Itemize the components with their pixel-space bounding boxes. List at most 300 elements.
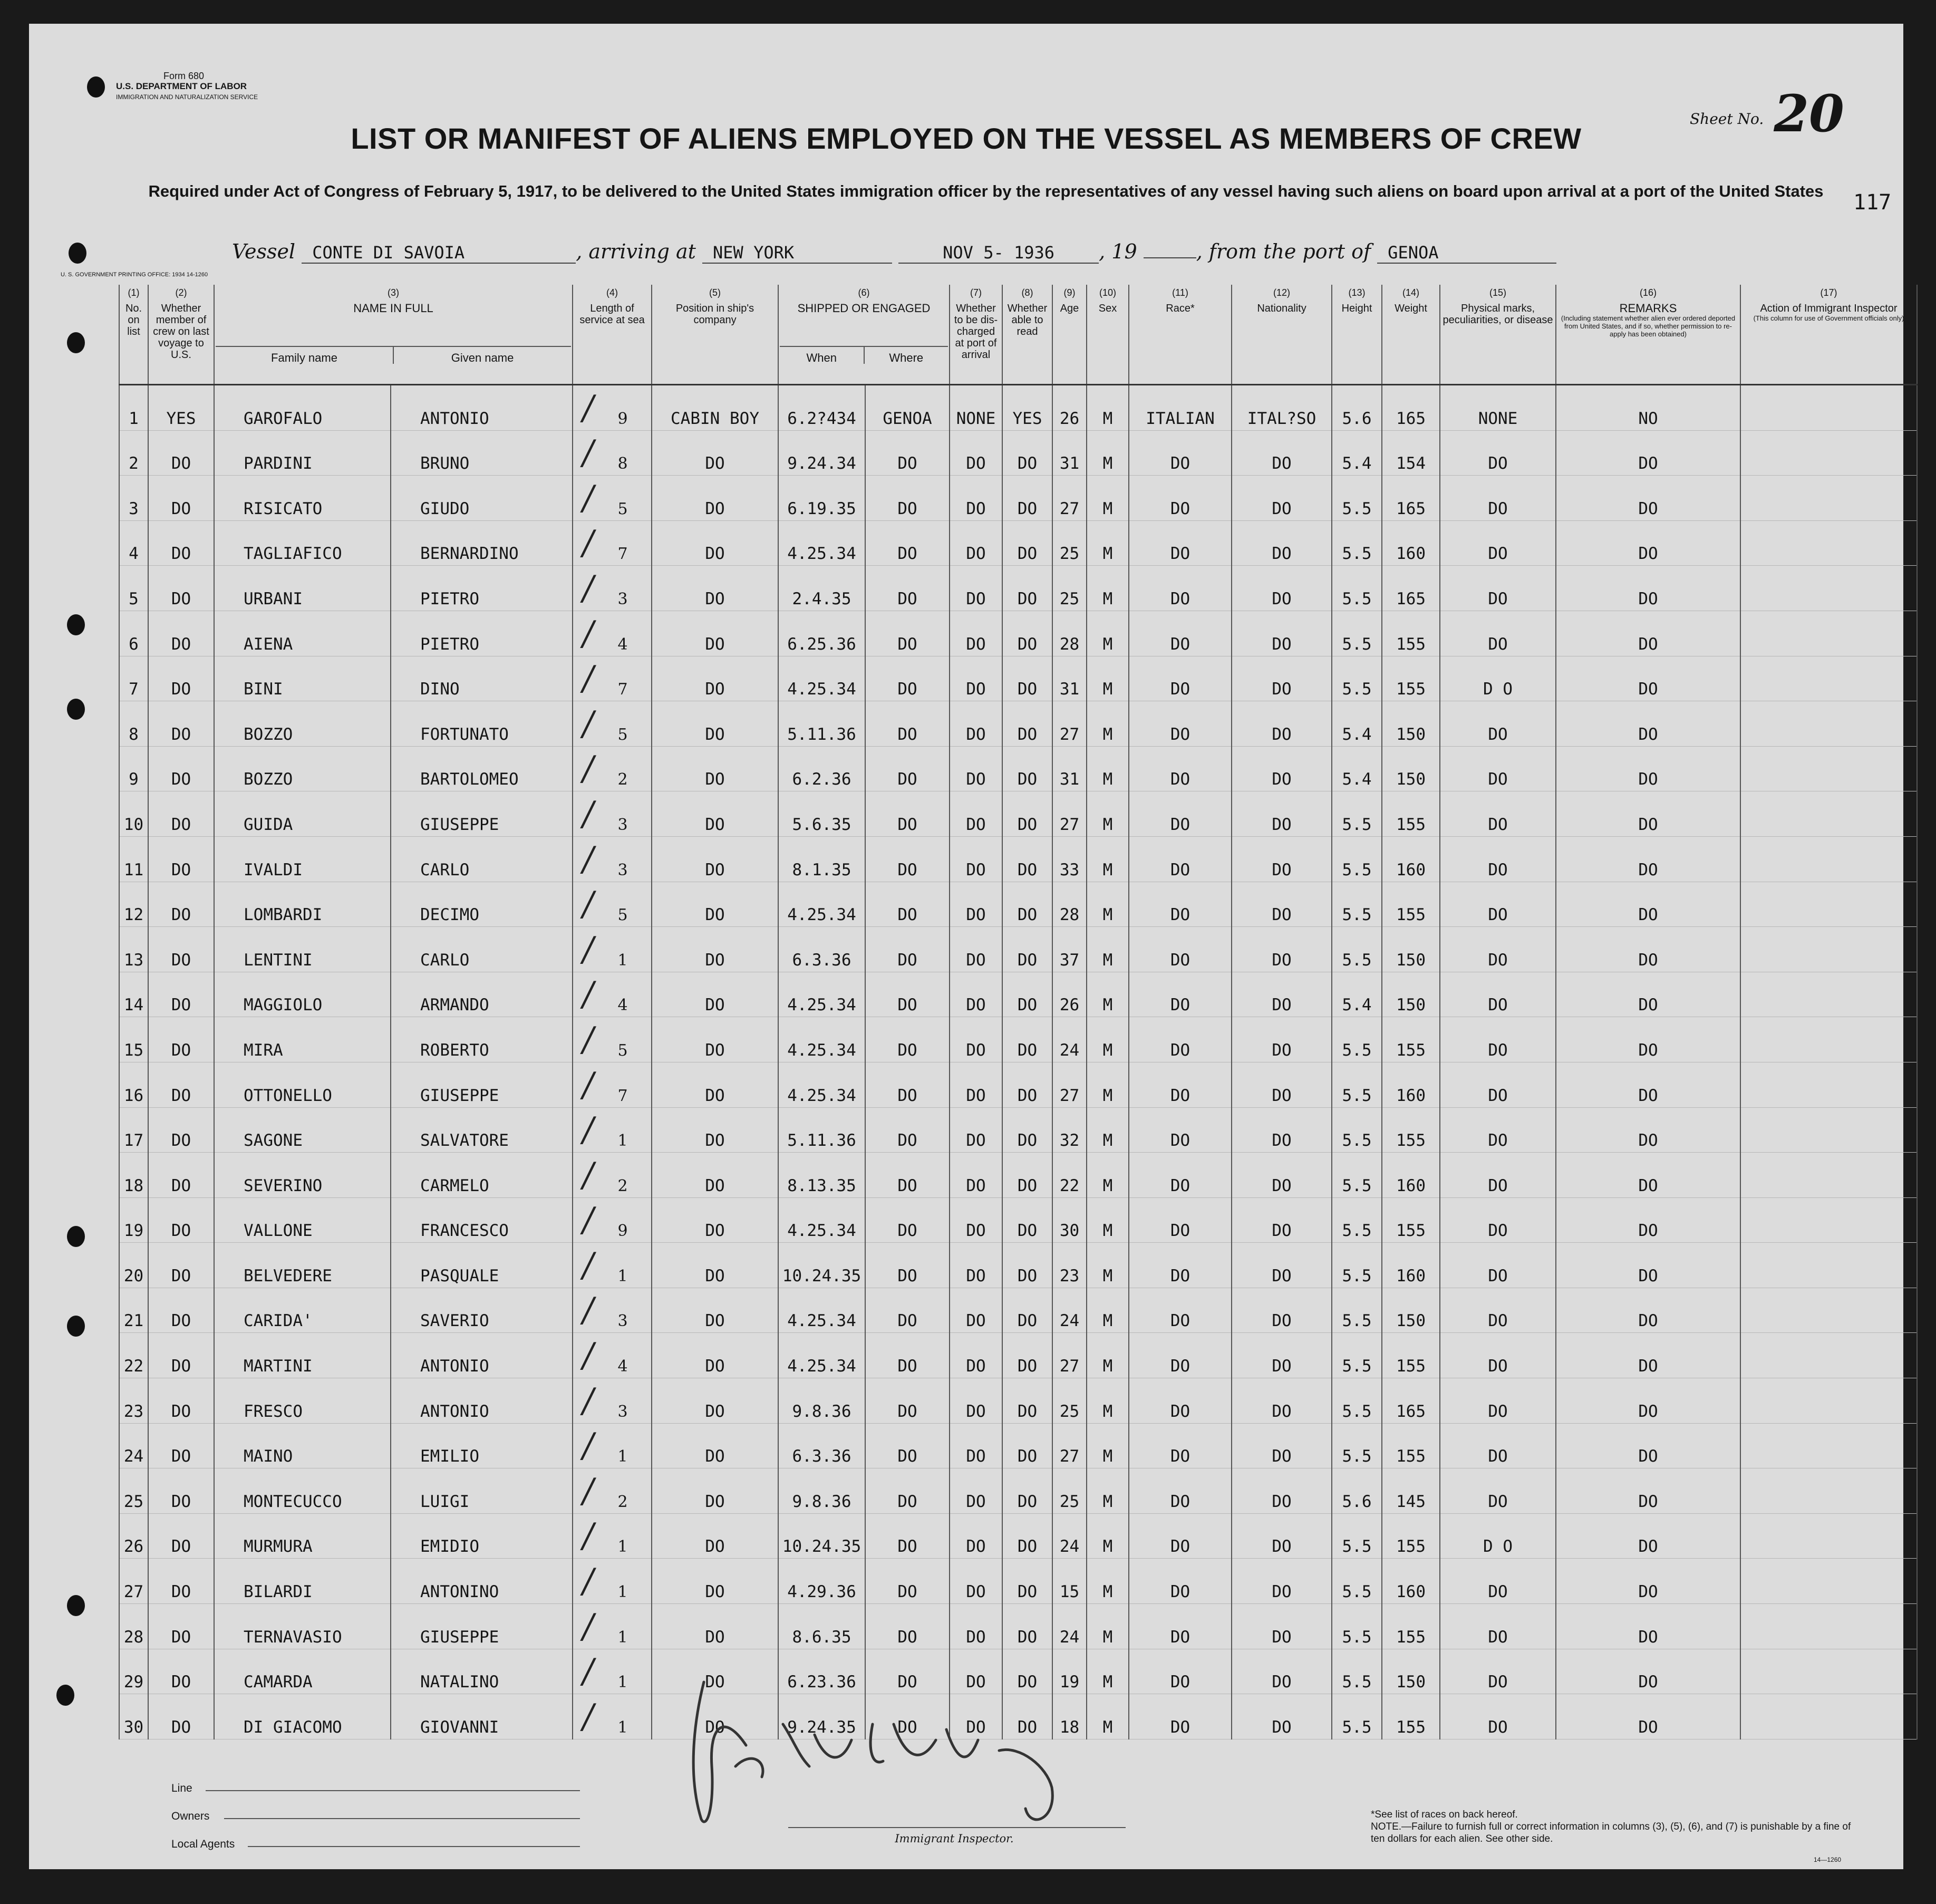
shipped-where: DO xyxy=(865,882,950,927)
service-length-value: 4 xyxy=(617,635,628,654)
shipped-when: 5.6.35 xyxy=(778,791,865,837)
sex: M xyxy=(1087,791,1129,837)
column-header xyxy=(1232,285,1332,385)
shipped-where: DO xyxy=(865,1153,950,1198)
crew-last-voyage: DO xyxy=(148,836,214,882)
sex: M xyxy=(1087,701,1129,747)
column-header xyxy=(1129,285,1232,385)
check-slash-mark: / xyxy=(579,839,598,879)
physical-marks: DO xyxy=(1440,1468,1556,1514)
sex: M xyxy=(1087,566,1129,611)
inspector-action xyxy=(1740,1559,1917,1604)
nationality: DO xyxy=(1232,1694,1332,1739)
column-label: Length of service at sea xyxy=(579,303,645,326)
table-row xyxy=(119,476,1917,521)
sex: M xyxy=(1087,1153,1129,1198)
inspector-action xyxy=(1740,1513,1917,1559)
sex: M xyxy=(1087,1017,1129,1062)
inspector-action xyxy=(1740,1333,1917,1378)
from-port: GENOA xyxy=(1377,243,1556,264)
remarks: DO xyxy=(1556,836,1740,882)
age: 26 xyxy=(1052,972,1087,1017)
remarks: DO xyxy=(1556,1423,1740,1468)
able-to-read: DO xyxy=(1002,836,1052,882)
inspector-action xyxy=(1740,1197,1917,1243)
table-row xyxy=(119,1559,1917,1604)
remarks: DO xyxy=(1556,1017,1740,1062)
family-name: DI GIACOMO xyxy=(214,1694,391,1739)
remarks: DO xyxy=(1556,1107,1740,1153)
service-length xyxy=(573,1604,652,1649)
nationality: DO xyxy=(1232,1604,1332,1649)
given-name: ANTONIO xyxy=(391,385,573,431)
punch-hole xyxy=(56,1685,74,1706)
row-number: 17 xyxy=(119,1107,148,1153)
shipped-when: 6.3.36 xyxy=(778,1423,865,1468)
family-name: LENTINI xyxy=(214,927,391,972)
discharged: DO xyxy=(950,791,1002,837)
position: DO xyxy=(652,656,778,701)
service-length xyxy=(573,1288,652,1333)
service-length xyxy=(573,1559,652,1604)
age: 31 xyxy=(1052,746,1087,791)
column-header xyxy=(1440,285,1556,385)
sex: M xyxy=(1087,1649,1129,1694)
shipped-where: DO xyxy=(865,1197,950,1243)
table-row xyxy=(119,611,1917,656)
weight: 160 xyxy=(1382,520,1440,566)
form-header xyxy=(116,71,337,102)
race: DO xyxy=(1129,656,1232,701)
crew-last-voyage: DO xyxy=(148,1694,214,1739)
service-length-value: 5 xyxy=(617,906,628,925)
nationality: DO xyxy=(1232,791,1332,837)
service-length xyxy=(573,1153,652,1198)
remarks: DO xyxy=(1556,1604,1740,1649)
column-header xyxy=(214,285,573,385)
shipped-when: 6.25.36 xyxy=(778,611,865,656)
race: DO xyxy=(1129,972,1232,1017)
page-subtitle: Required under Act of Congress of February 5, 1917, to be delivered to the United States immigration officer by the representatives of any vessel having such aliens on board upon arrival at a port of the United States xyxy=(148,182,1824,200)
nationality: DO xyxy=(1232,882,1332,927)
check-slash-mark: / xyxy=(579,1562,598,1601)
row-number: 19 xyxy=(119,1197,148,1243)
position: DO xyxy=(652,1513,778,1559)
race: DO xyxy=(1129,1062,1232,1107)
column-label: No. on list xyxy=(125,303,142,337)
remarks: DO xyxy=(1556,972,1740,1017)
height: 5.5 xyxy=(1332,927,1382,972)
department-name: U.S. DEPARTMENT OF LABOR xyxy=(116,81,247,91)
height: 5.6 xyxy=(1332,385,1382,431)
footer-labels xyxy=(171,1774,235,1858)
column-number: (6) xyxy=(858,287,870,298)
check-slash-mark: / xyxy=(579,1652,598,1692)
row-number: 14 xyxy=(119,972,148,1017)
family-name: FRESCO xyxy=(214,1378,391,1424)
service-length xyxy=(573,1423,652,1468)
row-number: 21 xyxy=(119,1288,148,1333)
weight: 165 xyxy=(1382,385,1440,431)
height: 5.5 xyxy=(1332,1017,1382,1062)
inspector-action xyxy=(1740,836,1917,882)
race: DO xyxy=(1129,746,1232,791)
able-to-read: DO xyxy=(1002,1062,1052,1107)
column-label: Weight xyxy=(1395,303,1427,314)
able-to-read: DO xyxy=(1002,1604,1052,1649)
row-number: 5 xyxy=(119,566,148,611)
arriving-label: , arriving at xyxy=(576,240,696,263)
nationality: DO xyxy=(1232,1468,1332,1514)
nationality: DO xyxy=(1232,1559,1332,1604)
shipped-where: DO xyxy=(865,1694,950,1739)
position: DO xyxy=(652,1197,778,1243)
column-header xyxy=(1382,285,1440,385)
row-number: 3 xyxy=(119,476,148,521)
column-label: Age xyxy=(1060,303,1079,314)
physical-marks: DO xyxy=(1440,791,1556,837)
family-name: IVALDI xyxy=(214,836,391,882)
shipped-where: DO xyxy=(865,1604,950,1649)
row-number: 4 xyxy=(119,520,148,566)
position: CABIN BOY xyxy=(652,385,778,431)
inspector-action xyxy=(1740,972,1917,1017)
race: DO xyxy=(1129,1423,1232,1468)
crew-last-voyage: DO xyxy=(148,1468,214,1514)
owners-blank xyxy=(224,1818,580,1819)
column-sublabel: When xyxy=(806,351,837,364)
check-slash-mark: / xyxy=(579,524,598,563)
nationality: DO xyxy=(1232,1333,1332,1378)
nationality: DO xyxy=(1232,1017,1332,1062)
height: 5.5 xyxy=(1332,1694,1382,1739)
shipped-when: 6.2?434 xyxy=(778,385,865,431)
service-length xyxy=(573,520,652,566)
physical-marks: DO xyxy=(1440,882,1556,927)
weight: 150 xyxy=(1382,746,1440,791)
shipped-when: 4.25.34 xyxy=(778,1197,865,1243)
height: 5.5 xyxy=(1332,1153,1382,1198)
punch-hole xyxy=(67,699,85,720)
punch-hole xyxy=(67,1316,85,1337)
form-number: Form 680 xyxy=(163,71,205,81)
given-name: GIUSEPPE xyxy=(391,791,573,837)
table-row xyxy=(119,1378,1917,1424)
service-length-value: 2 xyxy=(617,1176,628,1195)
column-label: Physical marks, peculiarities, or disease xyxy=(1443,303,1553,326)
service-length-value: 3 xyxy=(617,861,628,879)
physical-marks: DO xyxy=(1440,1559,1556,1604)
line-label: Line xyxy=(171,1782,192,1794)
able-to-read: DO xyxy=(1002,701,1052,747)
inspector-signature xyxy=(683,1661,1105,1835)
nationality: DO xyxy=(1232,611,1332,656)
gpo-imprint: U. S. GOVERNMENT PRINTING OFFICE: 1934 14-1260 xyxy=(61,272,208,278)
nationality: DO xyxy=(1232,1423,1332,1468)
race: DO xyxy=(1129,1153,1232,1198)
family-name: PARDINI xyxy=(214,430,391,476)
sex: M xyxy=(1087,836,1129,882)
able-to-read: DO xyxy=(1002,611,1052,656)
height: 5.5 xyxy=(1332,791,1382,837)
race: DO xyxy=(1129,520,1232,566)
physical-marks: D O xyxy=(1440,656,1556,701)
physical-marks: DO xyxy=(1440,1378,1556,1424)
discharged: DO xyxy=(950,1333,1002,1378)
height: 5.5 xyxy=(1332,1378,1382,1424)
family-name: URBANI xyxy=(214,566,391,611)
sex: M xyxy=(1087,1604,1129,1649)
physical-marks: DO xyxy=(1440,972,1556,1017)
service-length-value: 1 xyxy=(617,1538,628,1557)
inspector-action xyxy=(1740,476,1917,521)
sex: M xyxy=(1087,1288,1129,1333)
position: DO xyxy=(652,1333,778,1378)
family-name: MURMURA xyxy=(214,1513,391,1559)
position: DO xyxy=(652,1153,778,1198)
nationality: DO xyxy=(1232,972,1332,1017)
weight: 160 xyxy=(1382,1243,1440,1288)
sex: M xyxy=(1087,520,1129,566)
remarks: DO xyxy=(1556,476,1740,521)
column-number: (15) xyxy=(1489,287,1507,298)
row-number: 20 xyxy=(119,1243,148,1288)
column-label: Whether able to read xyxy=(1007,303,1048,337)
service-length xyxy=(573,836,652,882)
service-length xyxy=(573,972,652,1017)
height: 5.5 xyxy=(1332,1423,1382,1468)
given-name: DINO xyxy=(391,656,573,701)
discharged: DO xyxy=(950,1649,1002,1694)
able-to-read: DO xyxy=(1002,1423,1052,1468)
able-to-read: DO xyxy=(1002,882,1052,927)
column-header xyxy=(1087,285,1129,385)
service-length-value: 2 xyxy=(617,770,628,789)
physical-marks: DO xyxy=(1440,1604,1556,1649)
crew-last-voyage: DO xyxy=(148,1288,214,1333)
age: 27 xyxy=(1052,476,1087,521)
physical-marks: DO xyxy=(1440,927,1556,972)
able-to-read: DO xyxy=(1002,1559,1052,1604)
able-to-read: DO xyxy=(1002,1107,1052,1153)
service-length-value: 2 xyxy=(617,1492,628,1511)
discharged: DO xyxy=(950,972,1002,1017)
weight: 150 xyxy=(1382,1288,1440,1333)
sex: M xyxy=(1087,476,1129,521)
sex: M xyxy=(1087,656,1129,701)
shipped-when: 4.25.34 xyxy=(778,882,865,927)
column-label: SHIPPED OR ENGAGED xyxy=(797,302,931,315)
physical-marks: DO xyxy=(1440,476,1556,521)
column-label: Nationality xyxy=(1257,303,1306,314)
check-slash-mark: / xyxy=(579,478,598,518)
nationality: DO xyxy=(1232,1153,1332,1198)
weight: 150 xyxy=(1382,927,1440,972)
column-sublabel: Family name xyxy=(271,351,337,364)
height: 5.5 xyxy=(1332,1333,1382,1378)
able-to-read: DO xyxy=(1002,1694,1052,1739)
weight: 155 xyxy=(1382,1513,1440,1559)
table-row xyxy=(119,1243,1917,1288)
race: DO xyxy=(1129,882,1232,927)
service-length xyxy=(573,927,652,972)
given-name: GIUDO xyxy=(391,476,573,521)
column-header xyxy=(119,285,148,385)
remarks: DO xyxy=(1556,1513,1740,1559)
given-name: EMILIO xyxy=(391,1423,573,1468)
row-number: 12 xyxy=(119,882,148,927)
table-row xyxy=(119,1107,1917,1153)
side-number: 117 xyxy=(1853,190,1892,215)
height: 5.5 xyxy=(1332,566,1382,611)
shipped-where: DO xyxy=(865,836,950,882)
discharged: DO xyxy=(950,1423,1002,1468)
family-name: RISICATO xyxy=(214,476,391,521)
punch-hole xyxy=(69,243,86,264)
remarks: DO xyxy=(1556,1468,1740,1514)
shipped-where: DO xyxy=(865,1107,950,1153)
discharged: DO xyxy=(950,1513,1002,1559)
check-slash-mark: / xyxy=(579,1291,598,1330)
row-number: 18 xyxy=(119,1153,148,1198)
weight: 155 xyxy=(1382,1604,1440,1649)
sex: M xyxy=(1087,927,1129,972)
nationality: DO xyxy=(1232,701,1332,747)
position: DO xyxy=(652,520,778,566)
race: DO xyxy=(1129,1243,1232,1288)
given-name: ANTONIO xyxy=(391,1333,573,1378)
discharged: DO xyxy=(950,566,1002,611)
weight: 155 xyxy=(1382,656,1440,701)
table-row xyxy=(119,791,1917,837)
physical-marks: DO xyxy=(1440,520,1556,566)
table-row xyxy=(119,746,1917,791)
inspector-action xyxy=(1740,1694,1917,1739)
age: 37 xyxy=(1052,927,1087,972)
given-name: PIETRO xyxy=(391,566,573,611)
column-number: (2) xyxy=(175,287,187,298)
check-slash-mark: / xyxy=(579,885,598,924)
weight: 150 xyxy=(1382,1649,1440,1694)
column-sublabel: Given name xyxy=(393,347,571,364)
discharged: DO xyxy=(950,882,1002,927)
height: 5.5 xyxy=(1332,1062,1382,1107)
given-name: FORTUNATO xyxy=(391,701,573,747)
bureau-name: IMMIGRATION AND NATURALIZATION SERVICE xyxy=(116,93,258,101)
given-name: GIUSEPPE xyxy=(391,1062,573,1107)
inspector-action xyxy=(1740,1604,1917,1649)
able-to-read: DO xyxy=(1002,791,1052,837)
inspector-action xyxy=(1740,1017,1917,1062)
position: DO xyxy=(652,1062,778,1107)
row-number: 26 xyxy=(119,1513,148,1559)
given-name: CARLO xyxy=(391,836,573,882)
race: DO xyxy=(1129,836,1232,882)
discharged: DO xyxy=(950,1694,1002,1739)
crew-manifest-table xyxy=(119,285,1918,1739)
given-name: DECIMO xyxy=(391,882,573,927)
punch-hole xyxy=(67,1226,85,1247)
weight: 155 xyxy=(1382,882,1440,927)
age: 25 xyxy=(1052,1468,1087,1514)
service-length xyxy=(573,430,652,476)
inspector-action xyxy=(1740,746,1917,791)
column-label: REMARKS xyxy=(1619,302,1677,315)
position: DO xyxy=(652,927,778,972)
service-length xyxy=(573,1062,652,1107)
shipped-when: 10.24.35 xyxy=(778,1243,865,1288)
table-row xyxy=(119,1604,1917,1649)
shipped-where: DO xyxy=(865,476,950,521)
position: DO xyxy=(652,746,778,791)
crew-last-voyage: DO xyxy=(148,1604,214,1649)
weight: 155 xyxy=(1382,1197,1440,1243)
age: 26 xyxy=(1052,385,1087,431)
remarks: NO xyxy=(1556,385,1740,431)
position: DO xyxy=(652,566,778,611)
remarks: DO xyxy=(1556,746,1740,791)
remarks: DO xyxy=(1556,1243,1740,1288)
shipped-when: 9.8.36 xyxy=(778,1378,865,1424)
shipped-where: DO xyxy=(865,746,950,791)
given-name: EMIDIO xyxy=(391,1513,573,1559)
weight: 155 xyxy=(1382,611,1440,656)
given-name: LUIGI xyxy=(391,1468,573,1514)
column-number: (12) xyxy=(1273,287,1291,298)
given-name: ANTONIO xyxy=(391,1378,573,1424)
discharged: DO xyxy=(950,1468,1002,1514)
row-number: 11 xyxy=(119,836,148,882)
check-slash-mark: / xyxy=(579,1426,598,1466)
able-to-read: DO xyxy=(1002,1243,1052,1288)
physical-marks: DO xyxy=(1440,611,1556,656)
inspector-action xyxy=(1740,927,1917,972)
weight: 160 xyxy=(1382,1062,1440,1107)
nationality: DO xyxy=(1232,566,1332,611)
position: DO xyxy=(652,1694,778,1739)
able-to-read: DO xyxy=(1002,566,1052,611)
punch-hole xyxy=(67,1595,85,1616)
check-slash-mark: / xyxy=(579,975,598,1014)
discharged: DO xyxy=(950,1062,1002,1107)
service-length xyxy=(573,1243,652,1288)
service-length xyxy=(573,791,652,837)
shipped-when: 4.25.34 xyxy=(778,656,865,701)
race: DO xyxy=(1129,566,1232,611)
sex: M xyxy=(1087,1333,1129,1378)
column-label: Action of Immigrant Inspector xyxy=(1760,303,1898,314)
given-name: BRUNO xyxy=(391,430,573,476)
punch-hole xyxy=(67,332,85,353)
column-number: (5) xyxy=(709,287,721,298)
able-to-read: DO xyxy=(1002,1017,1052,1062)
able-to-read: DO xyxy=(1002,746,1052,791)
given-name: ARMANDO xyxy=(391,972,573,1017)
discharged: DO xyxy=(950,1378,1002,1424)
height: 5.4 xyxy=(1332,746,1382,791)
weight: 155 xyxy=(1382,1423,1440,1468)
service-length-value: 1 xyxy=(617,1447,628,1466)
weight: 145 xyxy=(1382,1468,1440,1514)
shipped-when: 9.8.36 xyxy=(778,1468,865,1514)
check-slash-mark: / xyxy=(579,794,598,834)
service-length-value: 1 xyxy=(617,1673,628,1692)
age: 25 xyxy=(1052,520,1087,566)
race: DO xyxy=(1129,1694,1232,1739)
sex: M xyxy=(1087,1423,1129,1468)
column-label: Height xyxy=(1341,303,1372,314)
weight: 155 xyxy=(1382,791,1440,837)
